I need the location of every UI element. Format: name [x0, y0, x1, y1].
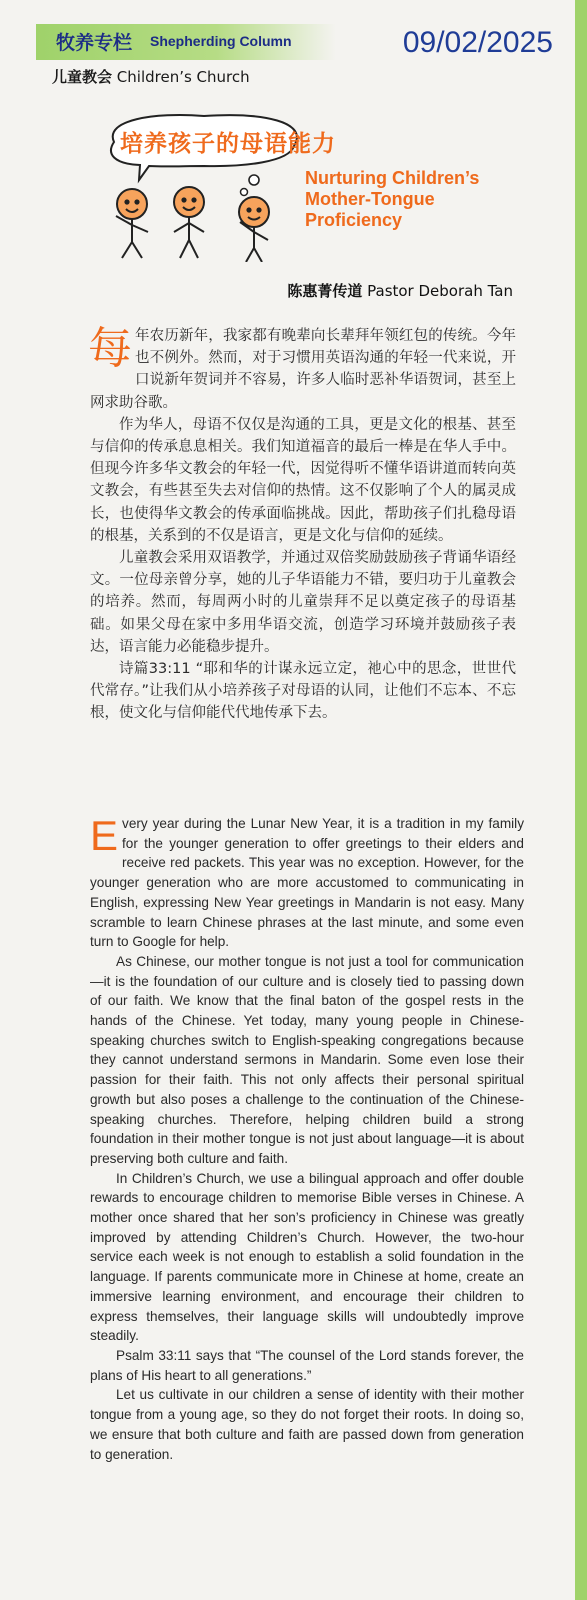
paragraph-text: very year during the Lunar New Year, it is a tradition in my family for the younger generation to offer greetings to their elders and receive red packets. This year was no exception. However, for the younger generation who are more accustomed to communicating in English, expressing New Year greetings in Mandarin is not easy. Many scramble to learn Chinese phrases at the last minute, and some even turn to Google for help. [90, 816, 524, 950]
body-paragraph-cn: 儿童教会采用双语教学，并通过双倍奖励鼓励孩子背诵华语经文。一位母亲曾分享，她的儿子华语能力不错，要归功于儿童教会的培养。然而，每周两小时的儿童崇拜不足以奠定孩子的母语基础。如果父母在家中多用华语交流，创造学习环境并鼓励孩子表达，语言能力必能稳步提升。 [90, 550, 516, 655]
section-label [52, 66, 250, 87]
body-paragraph-cn: 作为华人，母语不仅仅是沟通的工具，更是文化的根基、甚至与信仰的传承息息相关。我们知道福音的最后一棒是在华人手中。但现今许多华文教会的年轻一代，因觉得听不懂华语讲道而转向英文教会，有些甚至失去对信仰的热情。这不仅影响了个人的属灵成长，也使得华文教会的传承面临挑战。因此，帮助孩子们扎稳母语的根基，关系到的不仅是语言，更是文化与信仰的延续。 [90, 416, 516, 544]
drop-cap-en: E [90, 812, 119, 859]
column-title-en: Shepherding Column [150, 33, 292, 49]
article-title-cn: 培养孩子的母语能力 [120, 131, 336, 157]
body-paragraph-en: In Children’s Church, we use a bilingual approach and offer double rewards to encourage children to memorise Bible verses in Chinese. A mother once shared that her son’s proficiency in Chinese was greatly improved by attending Children’s Church. However, the two-hour service each week is not enough to establish a solid foundation in the language. If parents communicate more in Chinese at home, create an immersive learning environment, and encourage their children to express themselves, their language skills will undoubtedly improve steadily. [90, 1170, 524, 1344]
drop-cap-cn: 每 [88, 323, 132, 374]
body-paragraph-cn: 诗篇33:11 “耶和华的计谋永远立定，祂心中的思念，世世代代常存。”让我们从小培养孩子对母语的认同，让他们不忘本、不忘根，使文化与信仰能代代地传承下去。 [90, 661, 516, 722]
column-title-cn: 牧养专栏 [56, 32, 133, 54]
body-paragraph-en [90, 814, 524, 952]
child-figure-right [239, 197, 269, 262]
article-body-en [90, 814, 524, 1464]
child-figure-middle [174, 187, 204, 258]
article-title-en-line: Proficiency [305, 210, 403, 230]
body-paragraph-en: Psalm 33:11 says that “The counsel of the Lord stands forever, the plans of His heart to all generations.” [90, 1347, 524, 1383]
article-title-en-line: Nurturing Children’s [305, 168, 480, 188]
article-title-en-line: Mother-Tongue [305, 189, 435, 209]
issue-date: 09/02/2025 [402, 26, 553, 59]
author-byline [287, 280, 513, 301]
paragraph-text: 年农历新年，我家都有晚辈向长辈拜年领红包的传统。今年也不例外。然而，对于习惯用英语沟通的年轻一代来说，开口说新年贺词并不容易，许多人临时恶补华语贺词，甚至上网求助谷歌。 [90, 328, 516, 411]
article-title-en [305, 168, 495, 231]
article-body-cn [90, 325, 516, 725]
body-paragraph-en: Let us cultivate in our children a sense of identity with their mother tongue from a young age, so they do not forget their roots. In doing so, we ensure that both culture and faith are passed down from generation to generation. [90, 1387, 524, 1462]
right-accent-strip [575, 0, 587, 1600]
author-name-cn: 陈惠菁传道 [287, 282, 363, 300]
author-name-en: Pastor Deborah Tan [367, 282, 513, 300]
section-label-en: Children’s Church [116, 68, 250, 86]
thought-bubble-icon [241, 175, 260, 196]
body-paragraph-cn [90, 325, 516, 414]
section-label-cn: 儿童教会 [52, 68, 113, 86]
child-figure-left [116, 189, 148, 258]
body-paragraph-en: As Chinese, our mother tongue is not just a tool for communication—it is the foundation of our culture and is closely tied to passing down of our faith. We know that the final baton of the gospel rests in the hands of the Chinese. Yet today, many young people in Chinese-speaking churches switch to English-speaking congregations because they cannot understand sermons in Mandarin. Some even lose their passion for their faith. This not only affects their personal spiritual growth but also poses a challenge to the continuation of the Chinese-speaking churches. Therefore, helping children build a strong foundation in their mother tongue is not just about language—it is about preserving both culture and faith. [90, 953, 524, 1166]
